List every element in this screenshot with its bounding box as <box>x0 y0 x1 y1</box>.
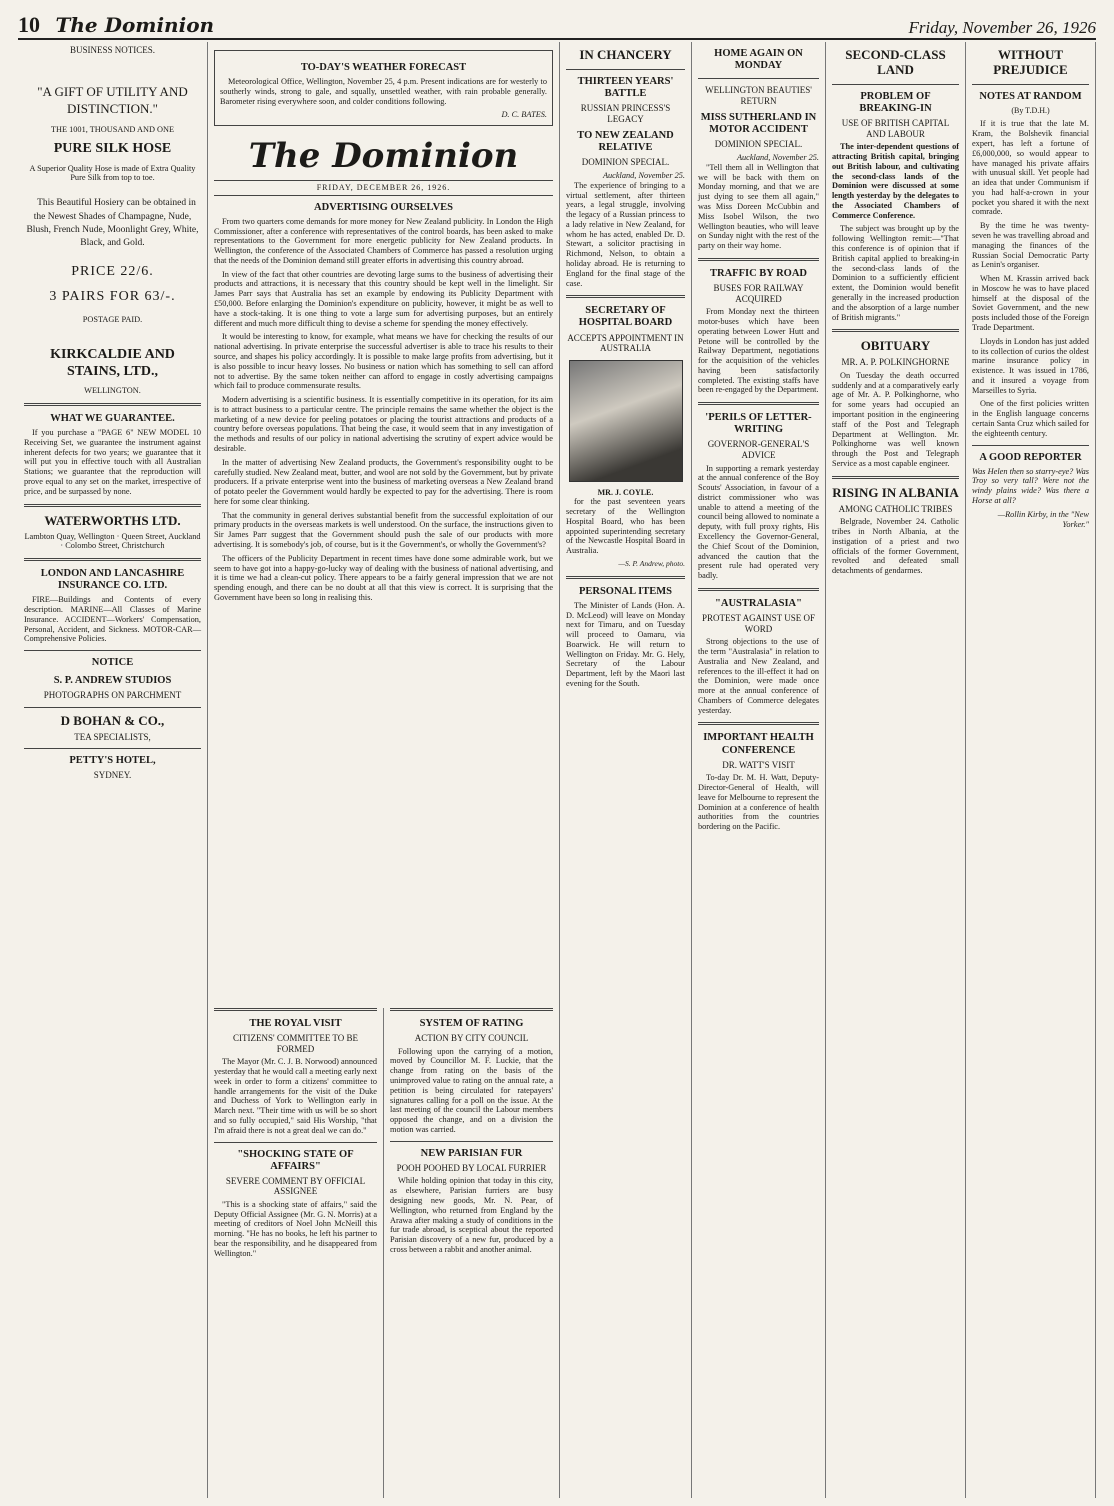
weather-box <box>214 50 553 126</box>
nameplate-date: FRIDAY, DECEMBER 26, 1926. <box>214 180 553 195</box>
pettys-name: PETTY'S HOTEL, <box>69 755 156 767</box>
studios-name: S. P. ANDREW STUDIOS <box>53 675 172 687</box>
ad-pairs: 3 PAIRS FOR 63/-. <box>49 288 176 304</box>
obituary-subheading: MR. A. P. POLKINGHORNE <box>841 357 950 368</box>
perils-subheading: GOVERNOR-GENERAL'S ADVICE <box>707 439 810 460</box>
royal-heading: THE ROYAL VISIT <box>249 1018 342 1029</box>
masthead-date: Friday, November 26, 1926 <box>908 18 1096 37</box>
notice-heading: NOTICE <box>91 657 134 669</box>
land-heading: SECOND-CLASS LAND <box>845 47 946 77</box>
column-without-prejudice <box>966 42 1096 1498</box>
ad-line: THE 1001, THOUSAND AND ONE <box>50 125 175 135</box>
photo-note: for the past seventeen years secretary of the Wellington Hospital Board, who has been appointed superintending secretary of the Newcastle Hospital Board in Australia. <box>566 497 685 556</box>
column-editorial <box>208 42 560 1008</box>
shocking-body: "This is a shocking state of affairs," said the Deputy Official Assignee (Mr. G. N. Morris) at a meeting of creditors of Noel John McNeill this morning. "He has no books, he left his partner to bear the responsibility, and he disappeared from Wellington." <box>214 1199 377 1258</box>
ad-firm: KIRKCALDIE AND STAINS, LTD., <box>50 347 175 379</box>
column-home-again <box>692 42 826 1498</box>
ad-postage: POSTAGE PAID. <box>82 315 143 325</box>
pettys-city: SYDNEY. <box>93 770 132 781</box>
page-number: 10 <box>18 12 40 37</box>
photo-caption: MR. J. COYLE. <box>597 487 654 497</box>
chancery-dateline: Auckland, November 25. <box>602 171 685 181</box>
land-sub1: PROBLEM OF BREAKING-IN <box>859 90 932 114</box>
waterworths-name: WATERWORTHS LTD. <box>44 512 181 528</box>
column-business-notices <box>18 42 208 1498</box>
home-dateline: Auckland, November 25. <box>736 153 819 163</box>
ad-product: PURE SILK HOSE <box>53 141 172 157</box>
traffic-subheading: BUSES FOR RAILWAY ACQUIRED <box>713 282 804 304</box>
editorial-paragraph: In view of the fact that other countries are devoting large sums to the business of advertising their products and attractions, it is necessary that this country should be kept well in the limelight. Sir James Parr says that Australia has set an example by endowing its Publicity Department with £50,000. Before enlarging the Dominion's expenditure on publicity, however, it might be as well to have a stock-taking. It is one thing to vote a large sum for advertising purposes, but an entirely different and much more difficult thing to devise a scheme for spending the money effectively. <box>214 269 553 328</box>
chancery-special: DOMINION SPECIAL. <box>581 157 670 168</box>
obituary-body: On Tuesday the death occurred suddenly and at a comparatively early age of Mr. A. P. Polkinghorne, who for some years had occupied an important position in the engineering staff of the Post and Telegraph Department at Wellington. Mr. Polkinghorne was well known through the Post and Telegraph Service as a most capable engineer. <box>832 370 959 468</box>
prejudice-paragraph: Lloyds in London has just added to its collection of curios the oldest marine insurance policy in existence. It was issued in 1786, and it insured a voyage from Marseilles to Syria. <box>972 336 1089 395</box>
rating-heading: SYSTEM OF RATING <box>419 1018 524 1029</box>
home-sub2: MISS SUTHERLAND IN MOTOR ACCIDENT <box>700 112 817 136</box>
reporter-signature: —Rollin Kirby, in the "New Yorker." <box>997 509 1089 529</box>
prejudice-paragraph: When M. Krassin arrived back in Moscow he was to have placed himself at the disposal of the Soviet Government, and the new posts included those of the Foreign Trade Department. <box>972 274 1089 332</box>
personal-body: The Minister of Lands (Hon. A. D. McLeod) will leave on Monday next for Timaru, and on Tuesday will proceed to Oamaru, via Boarwick. He will return to Wellington on Friday. Mr. G. Hely, Secretary of the Labour Department, left by the Maori last evening for the South. <box>566 600 685 689</box>
home-body: "Tell them all in Wellington that we will be back with them on Monday morning, and that we are just dying to see them all again," was Miss Doreen McCubbin and Miss Isobel Wilson, the two Wellington beauties, who will leave on Sunday night with the rest of the party on their way home. <box>698 162 819 251</box>
waterworths-address: Lambton Quay, Wellington · Queen Street, Auckland · Colombo Street, Christchurch <box>24 531 201 551</box>
chancery-sub2: RUSSIAN PRINCESS'S LEGACY <box>580 103 671 124</box>
portrait-photo <box>569 360 683 482</box>
health-body: To-day Dr. M. H. Watt, Deputy-Director-General of Health, will leave for Melbourne to represent the Dominion at a conference of health authorities from the countries bordering on the Pacific. <box>698 773 819 832</box>
land-sub2: USE OF BRITISH CAPITAL AND LABOUR <box>841 118 950 139</box>
personal-heading: PERSONAL ITEMS <box>578 585 673 597</box>
bohan-sub: TEA SPECIALISTS, <box>74 731 151 742</box>
editorial-heading: ADVERTISING OURSELVES <box>314 201 453 213</box>
ad-body: This Beautiful Hosiery can be obtained in the Newest Shades of Champagne, Nude, Blush, French Nude, Moonlight Grey, White, Black, and Gold. <box>26 198 199 249</box>
editorial-paragraph: From two quarters come demands for more money for New Zealand publicity. In London the High Commissioner, after a conference with representatives of the control boards, has been asked to make representations to the Government for more energetic publicity for New Zealand products. In Wellington, the conference of the Associated Chambers of Commerce has passed a resolution urging that the needs of the Dominion demand still greater efforts in advertising this country abroad. <box>214 216 553 265</box>
editorial-paragraph: In the matter of advertising New Zealand products, the Government's responsibility ought to be carefully studied. New Zealand meat, butter, and wool are not sold by the Government, but by private producers. If a private enterprise went into the business of marketing overseas a New Zealand brand of potato peeler the Government would hardly be expected to pay for the advertising. There is room here for some clear thinking. <box>214 457 553 506</box>
masthead-title: The Dominion <box>55 13 215 37</box>
traffic-body: From Monday next the thirteen motor-buses which have been operating between Lower Hutt and Petone will be controlled by the Railway Department, negotiations for the acquisition of the vehicles having been satisfactorily completed. The existing staffs have been re-engaged by the Department. <box>698 307 819 395</box>
australasia-body: Strong objections to the use of the term "Australasia" in relation to Australia and New Zealand, and references to the ill-effect it had on the Dominion, were made once more at the annual conference of Chambers of Commerce delegates yesterday. <box>698 637 819 715</box>
masthead-left <box>18 12 214 38</box>
chancery-heading: IN CHANCERY <box>579 47 672 62</box>
obituary-heading: OBITUARY <box>860 338 931 354</box>
photo-credit: —S. P. Andrew, photo. <box>618 558 685 568</box>
australasia-subheading: PROTEST AGAINST USE OF WORD <box>702 612 815 634</box>
parisian-subheading: POOH POOHED BY LOCAL FURRIER <box>396 1162 547 1173</box>
land-lead: The inter-dependent questions of attracting British capital, bringing out British labour, and cultivating the second-class lands of the Dominion were discussed at some length yesterday by the delegates to the Associated Chambers of Commerce Conference. <box>832 142 959 220</box>
parisian-body: While holding opinion that today in this city, as elsewhere, Parisian furriers are busy designing new goods, Mr. N. Pear, of Wellington, who returned from England by the Arawa after making a study of conditions in the fur trade abroad, is sceptical about the reported Parisian discovery of a new fur, produced by a cross between a rabbit and another animal. <box>390 1176 553 1254</box>
reporter-heading: A GOOD REPORTER <box>979 451 1082 463</box>
health-heading: IMPORTANT HEALTH CONFERENCE <box>703 732 814 756</box>
home-heading: HOME AGAIN ON MONDAY <box>714 48 803 72</box>
royal-body: The Mayor (Mr. C. J. B. Norwood) announced yesterday that he would call a meeting early next week in order to form a citizens' committee to handle arrangements for the visit of the Duke and Duchess of York to Wellington early in March next. "Their time with us will be so short and so fully occupied," said His Worship, "that I'm afraid there is not a great deal we can do." <box>214 1057 377 1135</box>
albania-heading: RISING IN ALBANIA <box>832 484 959 500</box>
secretary-subheading: ACCEPTS APPOINTMENT IN AUSTRALIA <box>567 332 684 354</box>
chancery-body: The experience of bringing to a virtual settlement, after thirteen years, a legal struggle, involving the legacy of a Russian princess to a lady relative in New Zealand, for whom he has acted, enabled Dr. D. Stewart, a solicitor practising in Richmond, Nelson, to obtain a holiday abroad. He is returning to England for the final stage of the case. <box>566 180 685 288</box>
editorial-text <box>214 217 553 607</box>
ad-desc: A Superior Quality Hose is made of Extra Quality Pure Silk from top to toe. <box>29 163 196 183</box>
prejudice-paragraph: By the time he was twenty-seven he was travelling abroad and managing the finances of the Russian Social Democratic Party as Lenin's organiser. <box>972 221 1089 270</box>
home-special: DOMINION SPECIAL. <box>714 139 803 150</box>
prejudice-byline: (By T.D.H.) <box>1011 105 1050 115</box>
prejudice-subheading: NOTES AT RANDOM <box>979 90 1082 102</box>
masthead <box>18 12 1096 40</box>
guarantee-body: If you purchase a "PAGE 6" NEW MODEL 10 Receiving Set, we guarantee the instrument against inherent defects for two years; we guarantee that it will put you in effective touch with all Australian Stations; we guarantee that the reproduction will prove equal to any set on the market, irrespective of price, and be surpassed by none. <box>24 428 201 496</box>
editorial-paragraph: Modern advertising is a scientific business. It is essentially competitive in its operation, for its aim is to attract business to a particular centre. The principle remains the same whether the object is the marketing of a new device for peeling potatoes or placing the tourist attractions and products of a country before overseas populations. That being the case, it would seem that in any investigation of the methods and results of our policy in national advertising the scrutiny of expert advice would be desirable. <box>214 395 553 453</box>
reporter-poem: Was Helen then so starry-eye? Was Troy so very tall? Were not the windy plains wide? Was there a Horse at all? <box>972 466 1089 505</box>
land-body: The subject was brought up by the following Wellington remit:—"That this conference is of opinion that if British capital applied to breaking-in the second-class lands of the Dominion to a sufficiently efficient extent, the Dominion would benefit generally in the increased production and the absorption of a large number of British migrants." <box>832 224 959 322</box>
weather-signature: D. C. BATES. <box>501 110 547 120</box>
albania-subheading: AMONG CATHOLIC TRIBES <box>838 503 953 514</box>
column-second-class-land <box>826 42 966 1498</box>
shocking-heading: "SHOCKING STATE OF AFFAIRS" <box>237 1148 354 1172</box>
parisian-heading: NEW PARISIAN FUR <box>420 1147 523 1159</box>
insurance-heading: LONDON AND LANCASHIRE INSURANCE CO. LTD. <box>40 568 185 592</box>
nameplate: The Dominion <box>248 136 519 177</box>
notices-label: BUSINESS NOTICES. <box>69 45 155 55</box>
editorial-paragraph: The officers of the Publicity Department in recent times have done some admirable work, but we seem to have got into a happy-go-lucky way of dealing with the business of national advertising, and it is time we had a clean-cut policy. There appears to be a fairly general impression that we are not spending enough, and there can be no doubt at all that this view is correct. It is surprising that the Government have been so long in realising this. <box>214 553 553 602</box>
perils-heading: 'PERILS OF LETTER-WRITING <box>705 412 812 436</box>
insurance-body: FIRE—Buildings and Contents of every description. MARINE—All Classes of Marine Insurance. ACCIDENT—Workers' Compensation, Personal, Accident, and Sickness. MOTOR-CAR—Comprehensive Policies. <box>24 595 201 644</box>
column-chancery <box>560 42 692 1498</box>
editorial-paragraph: It would be interesting to know, for example, what means we have for checking the results of our national advertising. In private enterprise the successful advertiser is able to trace his results to their source, and shapes his policy accordingly. It is possible to make large profits from advertising, but it is also possible to incur heavy losses. No business or nation which has something to sell can afford not to advertise. By the same token neither can afford to engage in costly advertising campaigns which fail to produce commensurate results. <box>214 332 553 391</box>
studios-line: PHOTOGRAPHS ON PARCHMENT <box>43 690 182 701</box>
bohan-name: D BOHAN & CO., <box>60 712 165 728</box>
prejudice-paragraph: One of the first policies written in the English language concerns certain Santa Cruz which sailed for the eighteenth century. <box>972 399 1089 438</box>
perils-body: In supporting a remark yesterday at the annual conference of the Boy Scouts' Association, in favour of a district commissioner who was unable to attend a meeting of the council being allowed to nominate a deputy, with full proxy rights, His Excellency the Governor-General, the Chief Scout of the Dominion, advanced the caution that the present rule had operated very badly. <box>698 463 819 581</box>
ad-price: PRICE 22/6. <box>71 264 154 280</box>
rating-body: Following upon the carrying of a motion, moved by Councillor M. F. Luckie, that the change from rating on the basis of the unimproved value to rating on the annual rate, a petition is being circulated for ratepayers' signatures calling for a poll on the issue. At the last meeting of the council the Labour members opposed the change, and on a division the motion was carried. <box>390 1046 553 1134</box>
prejudice-paragraph: If it is true that the late M. Kram, the Bolshevik financial expert, has left a fortune of £6,000,000, so would appear to have managed his private affairs with unusual skill. Yet people had an idea that under Communism if you had half-a-crown in your pocket you shared it with the next comrade. <box>972 119 1089 217</box>
hosiery-advert <box>24 84 201 396</box>
royal-subheading: CITIZENS' COMMITTEE TO BE FORMED <box>232 1033 359 1054</box>
ad-quote: "A GIFT OF UTILITY AND DISTINCTION." <box>37 83 188 116</box>
secretary-heading: SECRETARY OF HOSPITAL BOARD <box>578 305 673 329</box>
albania-body: Belgrade, November 24. Catholic tribes in North Albania, at the instigation of a priest and two officials of the former Government, revolted and defeated small detachments of gendarmes. <box>832 517 959 576</box>
chancery-sub3: TO NEW ZEALAND RELATIVE <box>577 130 674 154</box>
ad-city: WELLINGTON. <box>84 386 141 396</box>
guarantee-heading: WHAT WE GUARANTEE. <box>50 413 175 425</box>
column-rating <box>384 1008 560 1498</box>
australasia-heading: "AUSTRALASIA" <box>715 597 802 609</box>
home-sub1: WELLINGTON BEAUTIES' RETURN <box>705 85 812 106</box>
weather-body: Meteorological Office, Wellington, November 25, 4 p.m. Present indications are for westerly to southerly winds, strong to gale, and squally, unsettled weather, with rain probable generally. Barometer rising everywhere soon, and colder conditions following. <box>220 77 547 106</box>
editorial-paragraph: That the community in general derives substantial benefit from the successful exploitation of our primary products in the overseas markets is well understood. On the surface, the instructions given to Sir James Parr suggest that the Government should push the sale of our products with more advertising. It is somebody's job, of course, but is it the Government's, or wholly the Government's? <box>214 510 553 550</box>
prejudice-heading: WITHOUT PREJUDICE <box>993 47 1068 77</box>
rating-subheading: ACTION BY CITY COUNCIL <box>414 1033 529 1044</box>
traffic-heading: TRAFFIC BY ROAD <box>709 267 808 279</box>
chancery-sub1: THIRTEEN YEARS' BATTLE <box>577 75 674 99</box>
column-royal-visit <box>208 1008 384 1498</box>
weather-heading: TO-DAY'S WEATHER FORECAST <box>300 62 467 73</box>
health-subheading: DR. WATT'S VISIT <box>722 759 795 770</box>
shocking-subheading: SEVERE COMMENT BY OFFICIAL ASSIGNEE <box>225 1175 366 1197</box>
